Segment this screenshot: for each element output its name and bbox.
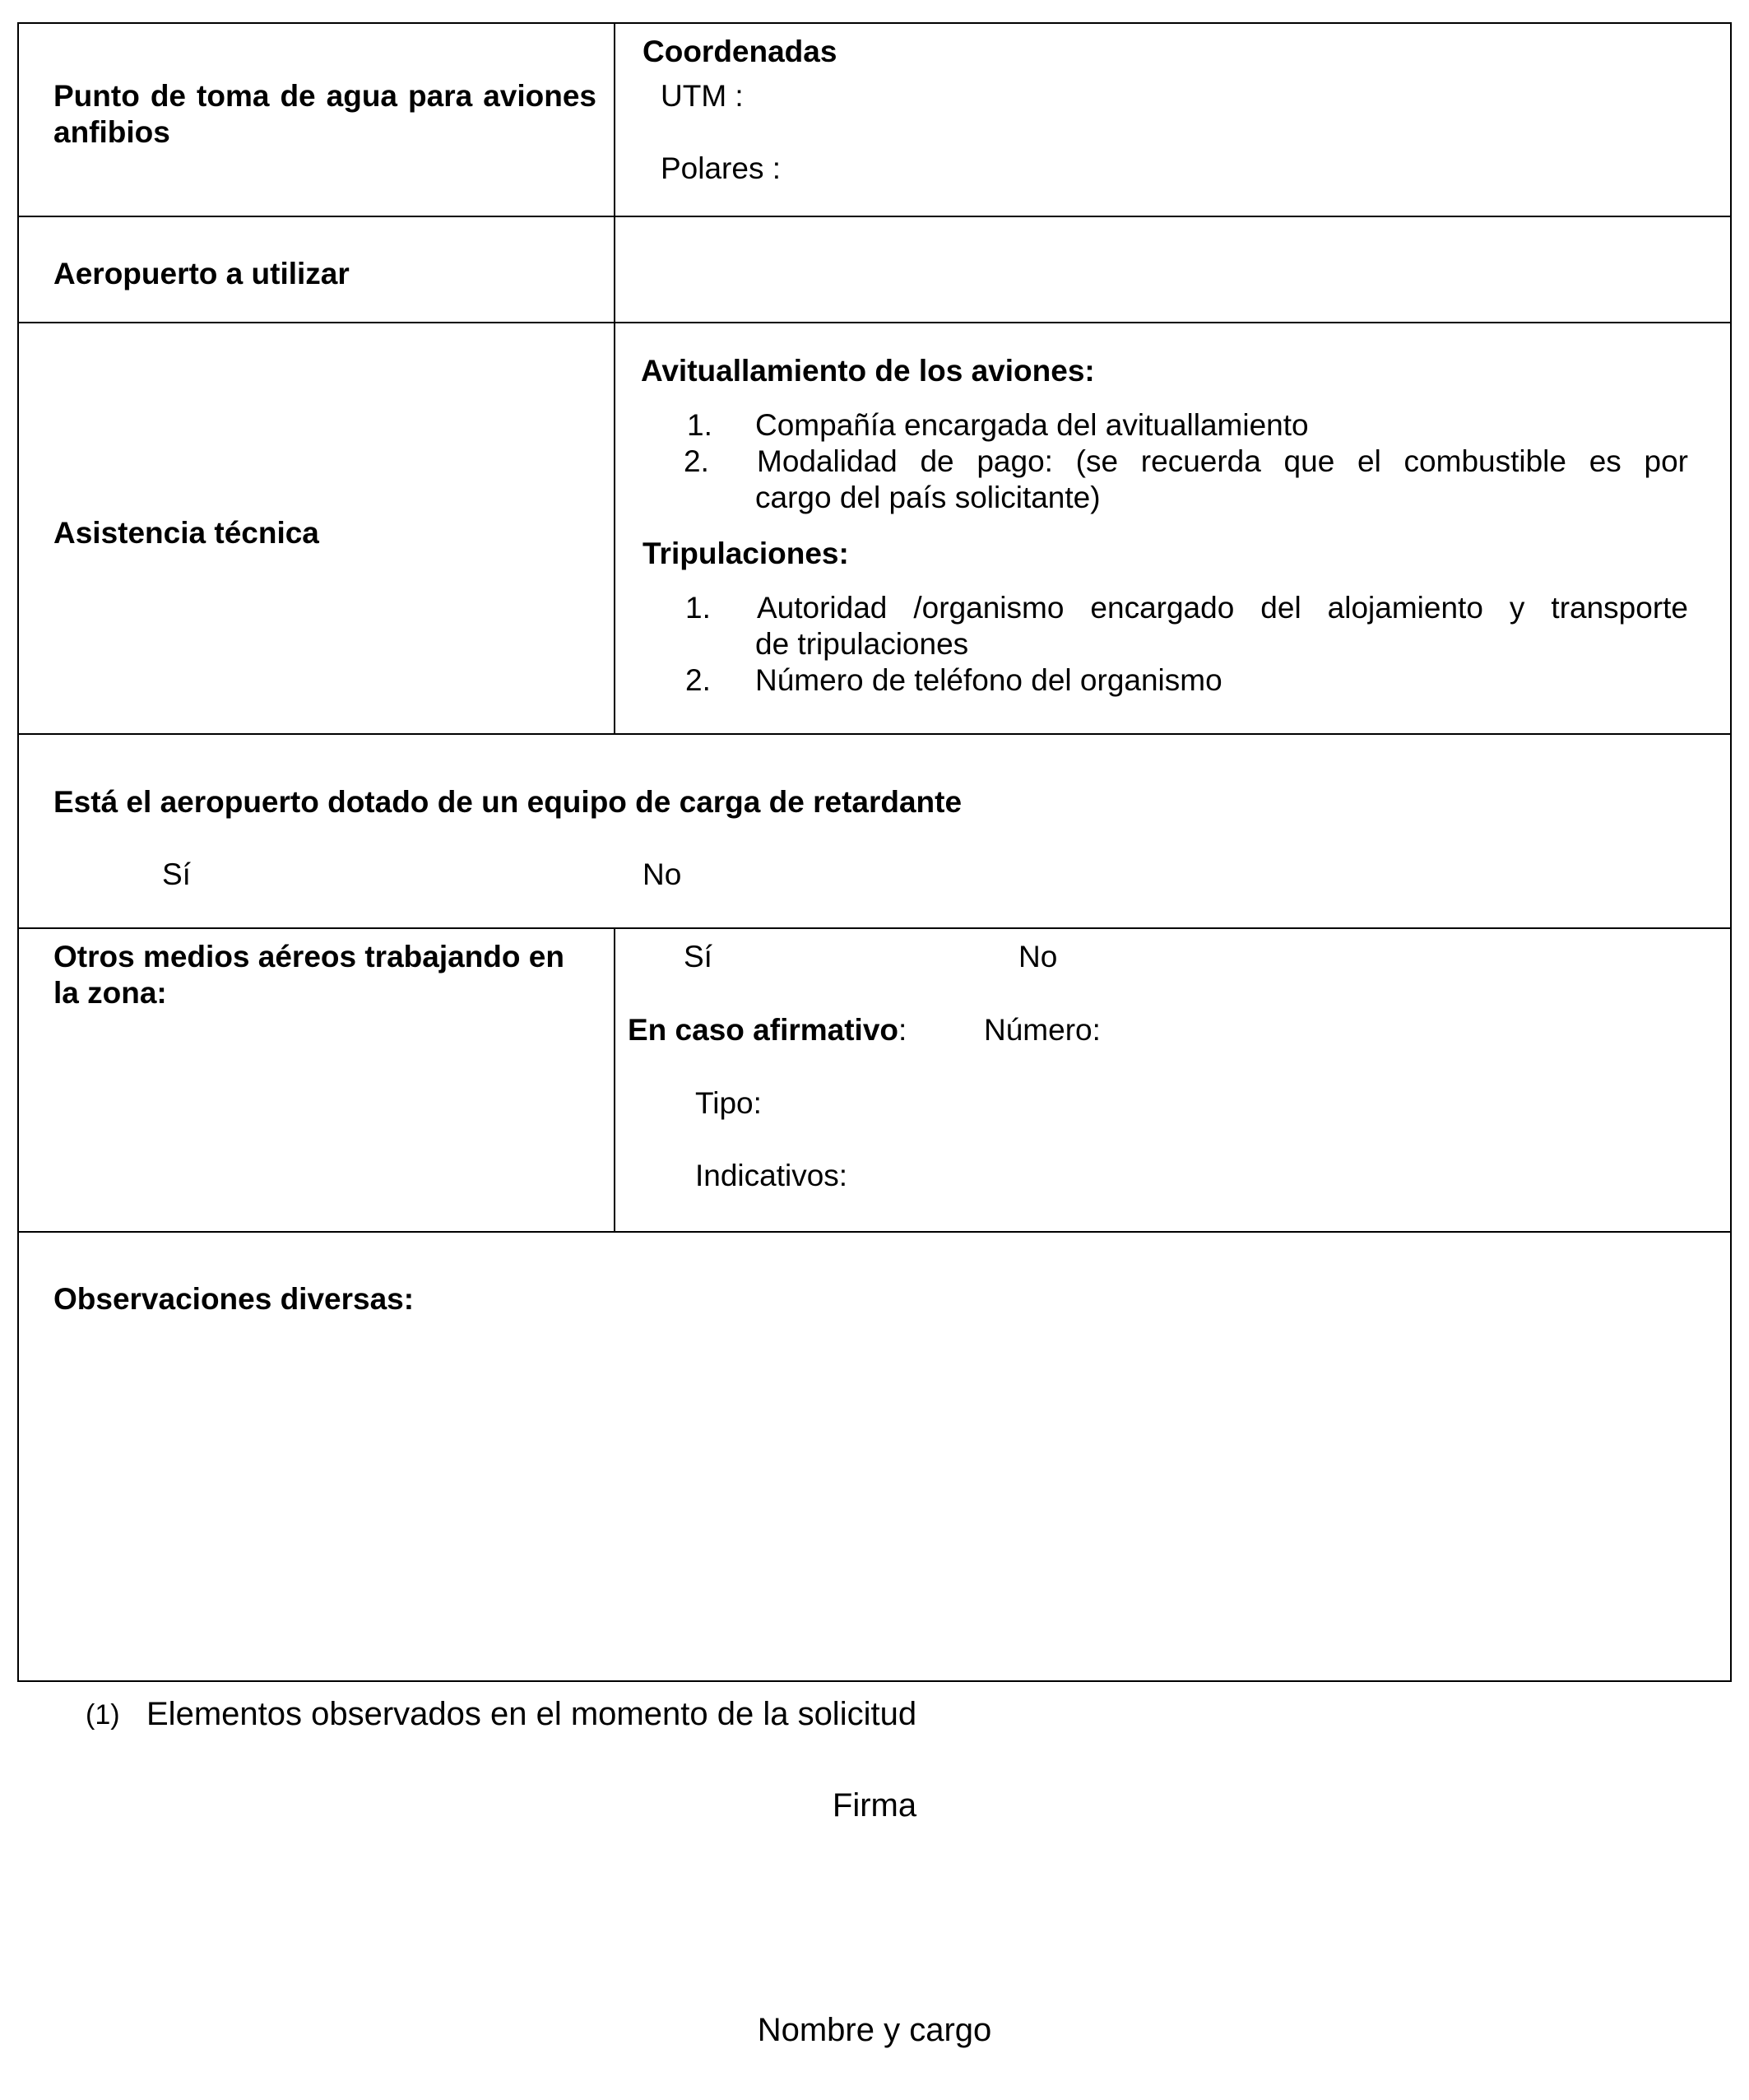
row-divider bbox=[19, 927, 1730, 929]
request-form-table bbox=[17, 22, 1732, 1682]
otros-medios-label: Otros medios aéreos trabajando en la zona: bbox=[53, 940, 564, 1010]
otros-medios-option-no[interactable]: No bbox=[1018, 940, 1058, 973]
column-divider bbox=[614, 927, 615, 1231]
retardante-option-no[interactable]: No bbox=[643, 857, 682, 891]
footnote-marker: (1) bbox=[86, 1699, 120, 1731]
asistencia-label: Asistencia técnica bbox=[53, 516, 319, 550]
list-item-continuation: de tripulaciones bbox=[755, 627, 969, 661]
retardante-option-si[interactable]: Sí bbox=[162, 857, 191, 891]
column-divider bbox=[614, 24, 615, 733]
row-divider bbox=[19, 216, 1730, 217]
row-divider bbox=[19, 322, 1730, 323]
retardante-question: Está el aeropuerto dotado de un equipo de carga de retardante bbox=[53, 785, 963, 819]
row-divider bbox=[19, 733, 1730, 735]
footnote-text: Elementos observados en el momento de la solicitud bbox=[146, 1696, 917, 1732]
list-item-number: 2. bbox=[684, 444, 709, 478]
list-item-number: 2. bbox=[685, 663, 711, 697]
list-item: Número de teléfono del organismo bbox=[755, 663, 1222, 697]
polares-field-label: Polares : bbox=[661, 151, 782, 185]
tripulaciones-title: Tripulaciones: bbox=[643, 537, 849, 570]
coordenadas-title: Coordenadas bbox=[643, 35, 837, 68]
avituallamiento-title: Avituallamiento de los aviones: bbox=[641, 354, 1095, 388]
afirmativo-label: En caso afirmativo bbox=[628, 1013, 899, 1047]
otros-medios-option-si[interactable]: Sí bbox=[684, 940, 712, 973]
tipo-field-label: Tipo: bbox=[695, 1086, 762, 1120]
aeropuerto-label: Aeropuerto a utilizar bbox=[53, 257, 350, 290]
signature-nombre-cargo: Nombre y cargo bbox=[757, 2012, 992, 2048]
row-divider bbox=[19, 1231, 1730, 1233]
list-item: Modalidad de pago: (se recuerda que el combustible es por bbox=[757, 444, 1688, 478]
list-item-continuation: cargo del país solicitante) bbox=[755, 481, 1101, 514]
observaciones-label: Observaciones diversas: bbox=[53, 1282, 415, 1316]
numero-field-label: Número: bbox=[984, 1013, 1101, 1047]
utm-field-label: UTM : bbox=[661, 79, 744, 113]
list-item-number: 1. bbox=[685, 591, 711, 625]
list-item: Autoridad /organismo encargado del alojamiento y transporte bbox=[757, 591, 1688, 625]
indicativos-field-label: Indicativos: bbox=[695, 1159, 848, 1192]
list-item-number: 1. bbox=[687, 408, 712, 442]
list-item: Compañía encargada del avituallamiento bbox=[755, 408, 1309, 442]
signature-firma: Firma bbox=[832, 1787, 917, 1824]
afirmativo-colon: : bbox=[898, 1013, 907, 1047]
punto-toma-label: Punto de toma de agua para aviones anfibios bbox=[53, 79, 596, 149]
